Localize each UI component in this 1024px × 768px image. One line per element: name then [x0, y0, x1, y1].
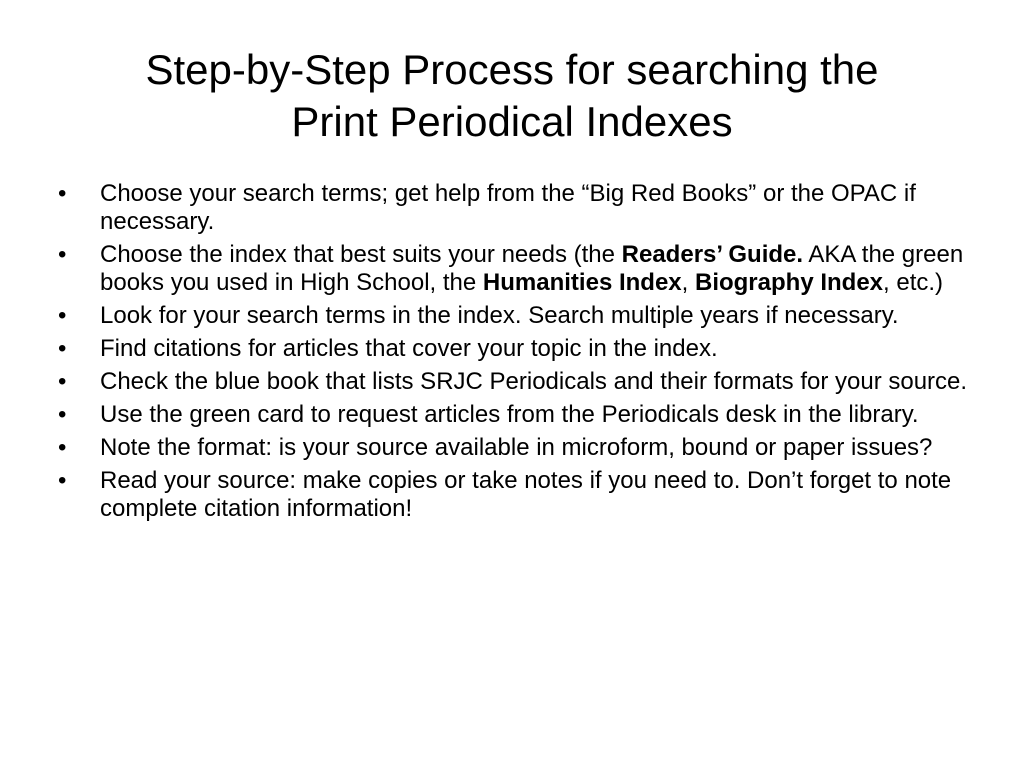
bullet-marker: • [58, 180, 67, 207]
humanities-index-title: Humanities Index [482, 269, 682, 296]
biography-index-title: Biography Index [694, 269, 884, 296]
bullet-text-5: Check the blue book that lists SRJC Periodicals and their formats for your source. [100, 368, 968, 395]
bullet-text-2 [100, 241, 963, 296]
bullet-text-2-part-3: , [681, 269, 695, 296]
bullet-item-4 [58, 335, 978, 363]
bullet-item-8 [58, 467, 978, 523]
bullet-text-7: Note the format: is your source available in microform, bound or paper issues? [100, 434, 933, 461]
slide-title [60, 44, 964, 148]
bullet-marker: • [58, 335, 67, 362]
bullet-list [58, 180, 978, 528]
bullet-marker: • [58, 401, 67, 428]
bullet-text-4: Find citations for articles that cover your topic in the index. [100, 335, 718, 362]
bullet-text-6: Use the green card to request articles from the Periodicals desk in the library. [100, 401, 919, 428]
bullet-item-7 [58, 434, 978, 462]
bullet-item-1 [58, 180, 978, 236]
bullet-text-2-part-4: , etc.) [883, 269, 944, 296]
bullet-marker: • [58, 434, 67, 461]
bullet-item-6 [58, 401, 978, 429]
bullet-item-5 [58, 368, 978, 396]
bullet-marker: • [58, 241, 67, 268]
bullet-text-2-part-1: Choose the index that best suits your needs (the [100, 241, 622, 268]
bullet-text-1: Choose your search terms; get help from the “Big Red Books” or the OPAC if necessary. [100, 180, 916, 235]
slide-title-line-1: Step-by-Step Process for searching the [145, 46, 879, 93]
bullet-marker: • [58, 368, 67, 395]
bullet-marker: • [58, 467, 67, 494]
bullet-marker: • [58, 302, 67, 329]
bullet-item-3 [58, 302, 978, 330]
bullet-text-3: Look for your search terms in the index. Search multiple years if necessary. [100, 302, 899, 329]
bullet-text-2-part-2: AKA the green books you used in High School, the [100, 241, 964, 296]
bullet-item-2 [58, 241, 978, 297]
slide-title-line-2: Print Periodical Indexes [291, 98, 733, 145]
readers-guide-title: Readers’ Guide. [621, 241, 804, 268]
bullet-text-8: Read your source: make copies or take notes if you need to. Don’t forget to note complete citation information! [100, 467, 952, 522]
